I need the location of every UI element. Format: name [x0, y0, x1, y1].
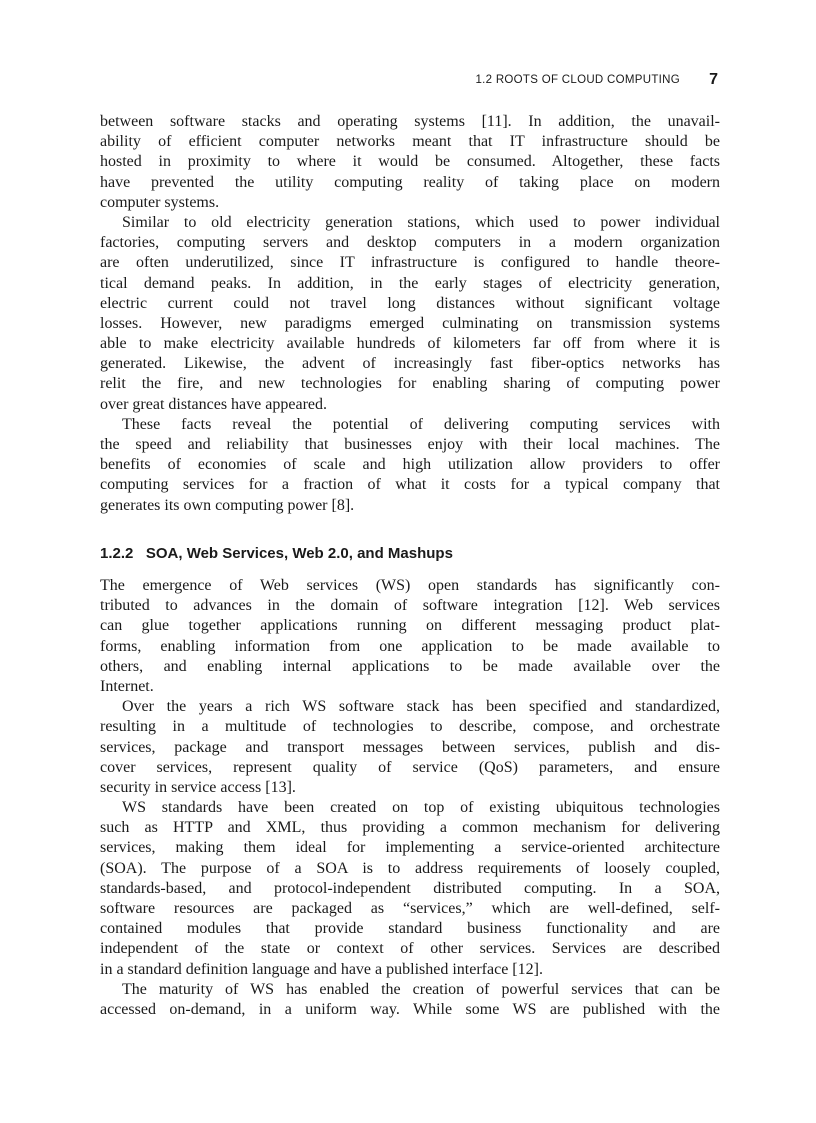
- text-line: These facts reveal the potential of delivering computing services with: [122, 415, 720, 433]
- section-heading: 1.2.2 SOA, Web Services, Web 2.0, and Mashups: [100, 545, 453, 562]
- text-line: contained modules that provide standard business functionality and are: [100, 920, 720, 938]
- text-line: factories, computing servers and desktop computers in a modern organization: [100, 234, 720, 252]
- text-line: resulting in a multitude of technologies to describe, compose, and orchestrate: [100, 718, 720, 736]
- text-line: Over the years a rich WS software stack has been specified and standardized,: [122, 698, 720, 716]
- text-line: The emergence of Web services (WS) open standards has significantly con-: [100, 577, 720, 594]
- running-title: 1.2 ROOTS OF CLOUD COMPUTING: [475, 74, 680, 86]
- text-line: over great distances have appeared.: [100, 395, 327, 413]
- text-line: such as HTTP and XML, thus providing a common mechanism for delivering: [100, 819, 720, 837]
- text-line: between software stacks and operating systems [11]. In addition, the unavail-: [100, 113, 720, 130]
- paragraph: [100, 697, 720, 798]
- text-line: (SOA). The purpose of a SOA is to address requirements of loosely coupled,: [100, 859, 720, 877]
- text-line: computer systems.: [100, 193, 220, 211]
- text-line: others, and enabling internal applications to be made available over the: [100, 657, 720, 675]
- text-line: software resources are packaged as “services,” which are well-defined, self-: [100, 900, 720, 917]
- text-line: losses. However, new paradigms emerged culminating on transmission systems: [100, 314, 720, 332]
- text-line: tributed to advances in the domain of software integration [12]. Web services: [100, 597, 720, 615]
- paragraph: [100, 980, 720, 1020]
- text-line: relit the fire, and new technologies for enabling sharing of computing power: [100, 375, 720, 393]
- paragraph: [100, 112, 720, 213]
- page-number: 7: [709, 71, 718, 88]
- running-header: [400, 71, 720, 91]
- text-line: security in service access [13].: [100, 778, 296, 796]
- paragraph: [100, 798, 720, 980]
- text-line: in a standard definition language and have a published interface [12].: [100, 960, 543, 978]
- text-line: tical demand peaks. In addition, in the early stages of electricity generation,: [100, 274, 720, 292]
- text-line: generates its own computing power [8].: [100, 496, 355, 514]
- text-line: services, making them ideal for implementing a service-oriented architecture: [100, 839, 720, 857]
- text-line: forms, enabling information from one application to be made available to: [100, 637, 720, 655]
- text-line: benefits of economies of scale and high utilization allow providers to offer: [100, 456, 720, 474]
- text-line: ability of efficient computer networks meant that IT infrastructure should be: [100, 133, 720, 151]
- text-line: Similar to old electricity generation stations, which used to power individual: [122, 213, 720, 231]
- text-line: services, package and transport messages between services, publish and dis-: [100, 738, 720, 756]
- text-line: cover services, represent quality of service (QoS) parameters, and ensure: [100, 758, 720, 776]
- text-line: accessed on-demand, in a uniform way. While some WS are published with the: [100, 1000, 720, 1018]
- paragraph: [100, 213, 720, 415]
- text-line: have prevented the utility computing reality of taking place on modern: [100, 173, 720, 191]
- body-text-block-1: [100, 112, 720, 516]
- text-line: the speed and reliability that businesses enjoy with their local machines. The: [100, 436, 720, 453]
- text-line: independent of the state or context of other services. Services are described: [100, 940, 720, 958]
- text-line: The maturity of WS has enabled the creation of powerful services that can be: [122, 980, 720, 998]
- text-line: generated. Likewise, the advent of increasingly fast fiber-optics networks has: [100, 355, 720, 373]
- text-line: electric current could not travel long distances without significant voltage: [100, 294, 720, 312]
- body-text-block-2: [100, 576, 720, 1020]
- text-line: hosted in proximity to where it would be consumed. Altogether, these facts: [100, 153, 720, 171]
- text-line: are often underutilized, since IT infrastructure is configured to handle theore-: [100, 254, 720, 272]
- paragraph: [100, 576, 720, 697]
- text-line: Internet.: [100, 677, 154, 695]
- text-line: can glue together applications running on different messaging product plat-: [100, 617, 720, 635]
- text-line: computing services for a fraction of what it costs for a typical company that: [100, 476, 720, 494]
- text-line: able to make electricity available hundreds of kilometers far off from where it is: [100, 335, 720, 353]
- text-line: WS standards have been created on top of existing ubiquitous technologies: [122, 799, 720, 817]
- paragraph: [100, 415, 720, 516]
- text-line: standards-based, and protocol-independent distributed computing. In a SOA,: [100, 879, 720, 897]
